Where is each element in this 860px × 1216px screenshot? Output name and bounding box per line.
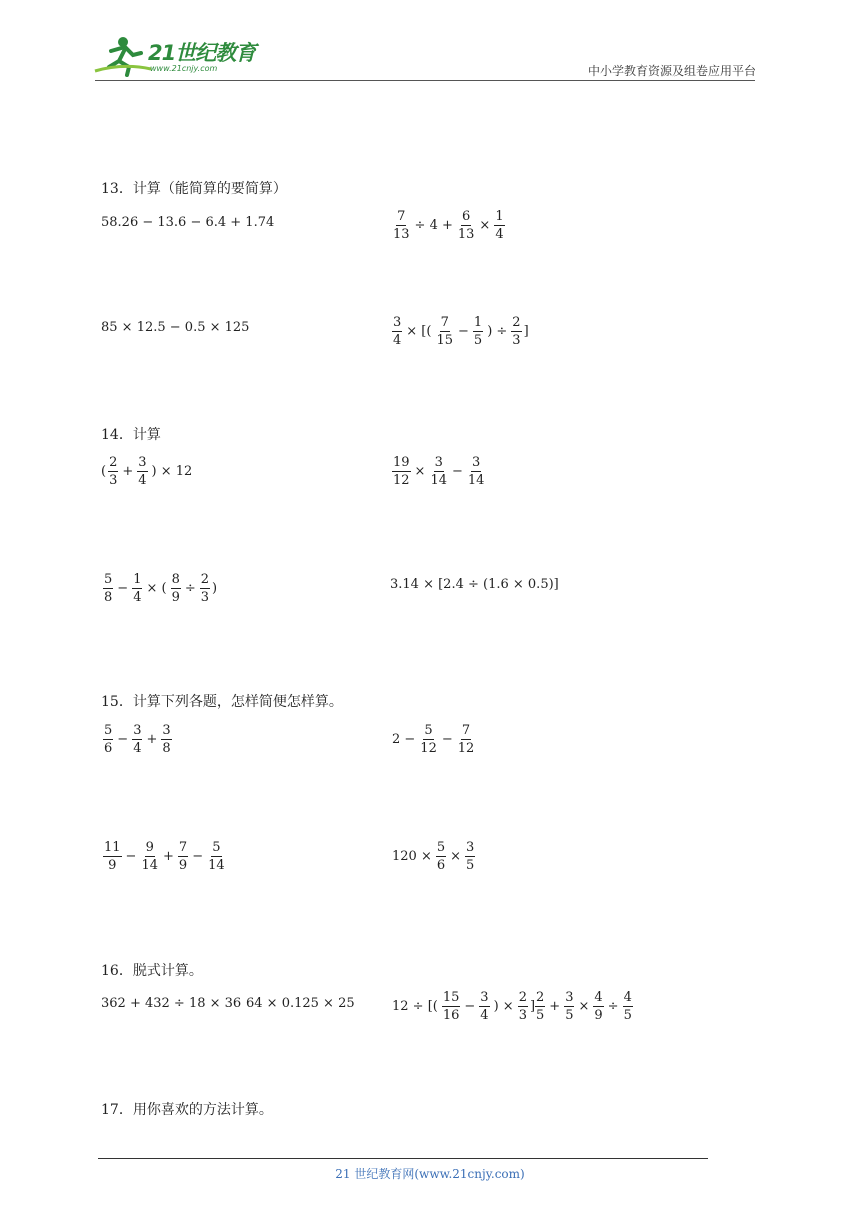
question-title-14: 14．计算 (101, 427, 161, 443)
logo-url: www.21cnjy.com (150, 64, 218, 73)
problem-16-4: $\frac{2}{5}$ + $\frac{3}{5}$ × $\frac{4}{9}$ ÷ $\frac{4}{5}$ (536, 990, 632, 1023)
footer-divider (98, 1158, 708, 1159)
logo-text: 21世纪教育 (148, 41, 256, 65)
problem-14-2: $\frac{19}{12}$ × $\frac{3}{14}$ − $\frac{3}{14}$ (393, 455, 485, 488)
question-title-15: 15．计算下列各题，怎样简便怎样算。 (101, 694, 343, 710)
problem-15-2: 2 − $\frac{5}{12}$ − $\frac{7}{12}$ (392, 723, 475, 756)
problem-14-3: $\frac{5}{8}$ − $\frac{1}{4}$ × ( $\frac{8}{9}$ ÷ $\frac{2}{3}$ ) (104, 572, 218, 605)
problem-15-4: 120 × $\frac{5}{6}$ × $\frac{3}{5}$ (392, 840, 475, 873)
problem-14-1: ( $\frac{2}{3}$ + $\frac{3}{4}$ ) × 12 (101, 455, 193, 488)
problem-13-2: $\frac{7}{13}$ ÷ 4 + $\frac{6}{13}$ × $\frac{1}{4}$ (393, 209, 504, 242)
problem-13-4: $\frac{3}{4}$ × [( $\frac{7}{15}$ − $\frac{1}{5}$ ) ÷ $\frac{2}{3}$ ] (393, 315, 529, 348)
problem-15-3: $\frac{11}{9}$ − $\frac{9}{14}$ + $\frac{7}{9}$ − $\frac{5}{14}$ (104, 840, 225, 873)
footer-text: 21 世纪教育网(www.21cnjy.com) (335, 1167, 525, 1181)
problem-16-1: 362 + 432 ÷ 18 × 36 (101, 996, 242, 1011)
problem-13-3: 85 × 12.5 − 0.5 × 125 (101, 320, 250, 335)
problem-14-4: 3.14 × [2.4 ÷ (1.6 × 0.5)] (390, 577, 559, 592)
question-title-16: 16．脱式计算。 (101, 963, 203, 979)
platform-name: 中小学教育资源及组卷应用平台 (587, 64, 756, 78)
problem-16-2: 64 × 0.125 × 25 (246, 996, 355, 1011)
problem-16-3: 12 ÷ [( $\frac{15}{16}$ − $\frac{3}{4}$ ) × $\frac{2}{3}$ ] (392, 990, 536, 1023)
problem-13-1: 58.26 − 13.6 − 6.4 + 1.74 (101, 215, 275, 230)
question-title-13: 13．计算（能简算的要简算） (101, 181, 287, 197)
question-title-17: 17．用你喜欢的方法计算。 (101, 1102, 273, 1118)
header-divider (95, 80, 755, 81)
problem-15-1: $\frac{5}{6}$ − $\frac{3}{4}$ + $\frac{3}{8}$ (104, 723, 171, 756)
